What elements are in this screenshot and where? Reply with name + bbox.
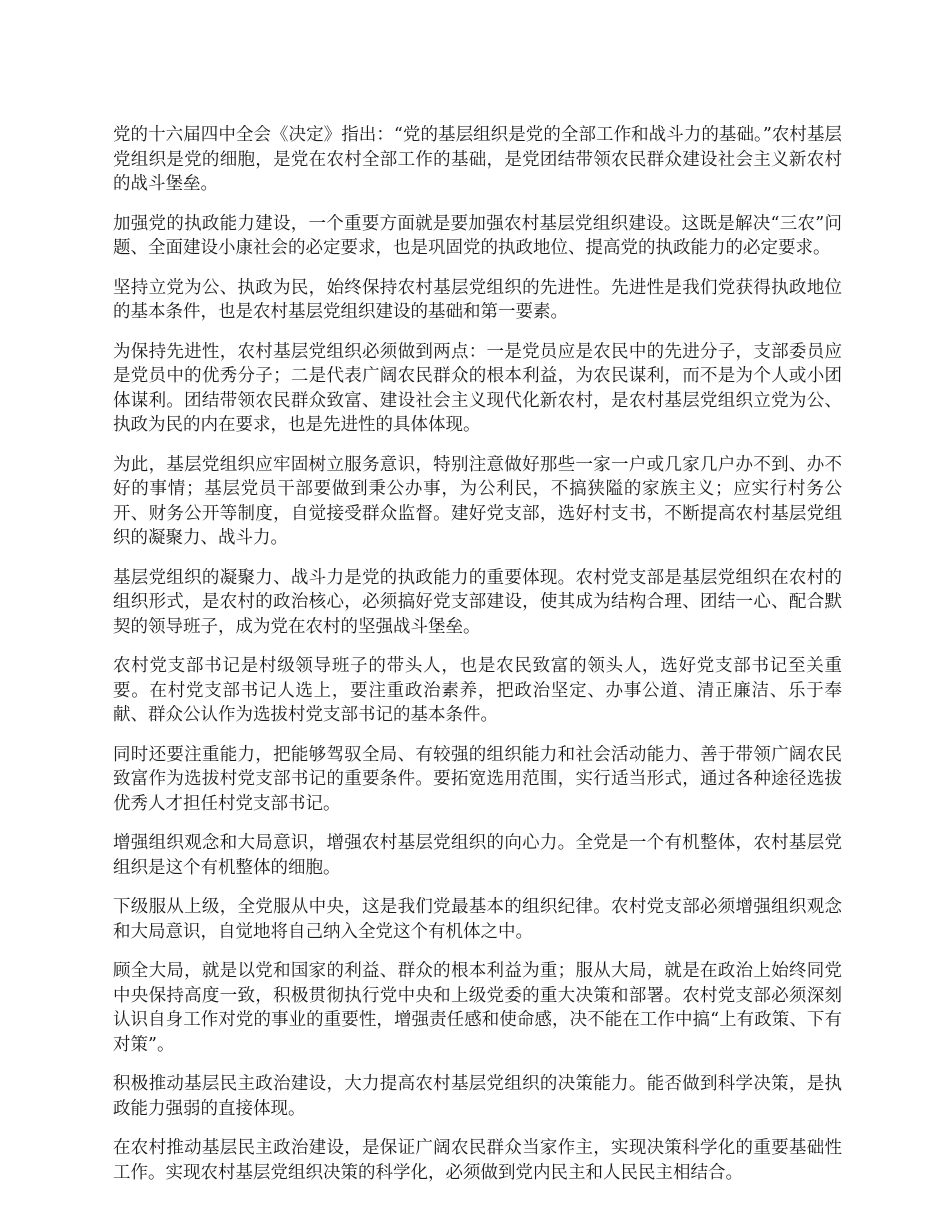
paragraph-4: 为保持先进性，农村基层党组织必须做到两点：一是党员应是农民中的先进分子，支部委员应是党员中的优秀分子；二是代表广阔农民群众的根本利益，为农民谋利，而不是为个人或小团体谋利。团结带领农民群众致富、建设社会主义现代化新农村，是农村基层党组织立党为公、执政为民的内在要求，也是先进性的具体体现。 (113, 341, 842, 435)
paragraph-7: 农村党支部书记是村级领导班子的带头人，也是农民致富的领头人，选好党支部书记至关重要。在村党支部书记人选上，要注重政治素养，把政治坚定、办事公道、清正廉洁、乐于奉献、群众公认作为选拔村党支部书记的基本条件。 (113, 656, 842, 725)
paragraph-11: 顾全大局，就是以党和国家的利益、群众的根本利益为重；服从大局，就是在政治上始终同党中央保持高度一致，积极贯彻执行党中央和上级党委的重大决策和部署。农村党支部必须深刻认识自身工作对党的事业的重要性，增强责任感和使命感，决不能在工作中搞“上有政策、下有对策”。 (113, 961, 842, 1055)
paragraph-13: 在农村推动基层民主政治建设，是保证广阔农民群众当家作主，实现决策科学化的重要基础性工作。实现农村基层党组织决策的科学化，必须做到党内民主和人民民主相结合。 (113, 1138, 842, 1183)
paragraph-12: 积极推动基层民主政治建设，大力提高农村基层党组织的决策能力。能否做到科学决策，是执政能力强弱的直接体现。 (113, 1074, 842, 1119)
document-body (113, 123, 842, 1200)
paragraph-10: 下级服从上级，全党服从中央，这是我们党最基本的组织纪律。农村党支部必须增强组织观念和大局意识，自觉地将自己纳入全党这个有机体之中。 (113, 897, 842, 942)
paragraph-5: 为此，基层党组织应牢固树立服务意识，特别注意做好那些一家一户或几家几户办不到、办不好的事情；基层党员干部要做到秉公办事，为公利民，不搞狭隘的家族主义；应实行村务公开、财务公开等制度，自觉接受群众监督。建好党支部，选好村支书，不断提高农村基层党组织的凝聚力、战斗力。 (113, 454, 842, 548)
paragraph-2: 加强党的执政能力建设，一个重要方面就是要加强农村基层党组织建设。这既是解决“三农”问题、全面建设小康社会的必定要求，也是巩固党的执政地位、提高党的执政能力的必定要求。 (113, 213, 842, 258)
paragraph-9: 增强组织观念和大局意识，增强农村基层党组织的向心力。全党是一个有机整体，农村基层党组织是这个有机整体的细胞。 (113, 833, 842, 878)
paragraph-1: 党的十六届四中全会《决定》指出：“党的基层组织是党的全部工作和战斗力的基础。”农村基层党组织是党的细胞，是党在农村全部工作的基础，是党团结带领农民群众建设社会主义新农村的战斗堡垒。 (113, 125, 842, 194)
paragraph-3: 坚持立党为公、执政为民，始终保持农村基层党组织的先进性。先进性是我们党获得执政地位的基本条件，也是农村基层党组织建设的基础和第一要素。 (113, 277, 842, 322)
paragraph-8: 同时还要注重能力，把能够驾驭全局、有较强的组织能力和社会活动能力、善于带领广阔农民致富作为选拔村党支部书记的重要条件。要拓宽选用范围，实行适当形式，通过各种途径选拔优秀人才担任村党支部书记。 (113, 744, 842, 814)
paragraph-6: 基层党组织的凝聚力、战斗力是党的执政能力的重要体现。农村党支部是基层党组织在农村的组织形式，是农村的政治核心，必须搞好党支部建设，使其成为结构合理、团结一心、配合默契的领导班子，成为党在农村的坚强战斗堡垒。 (113, 567, 842, 637)
